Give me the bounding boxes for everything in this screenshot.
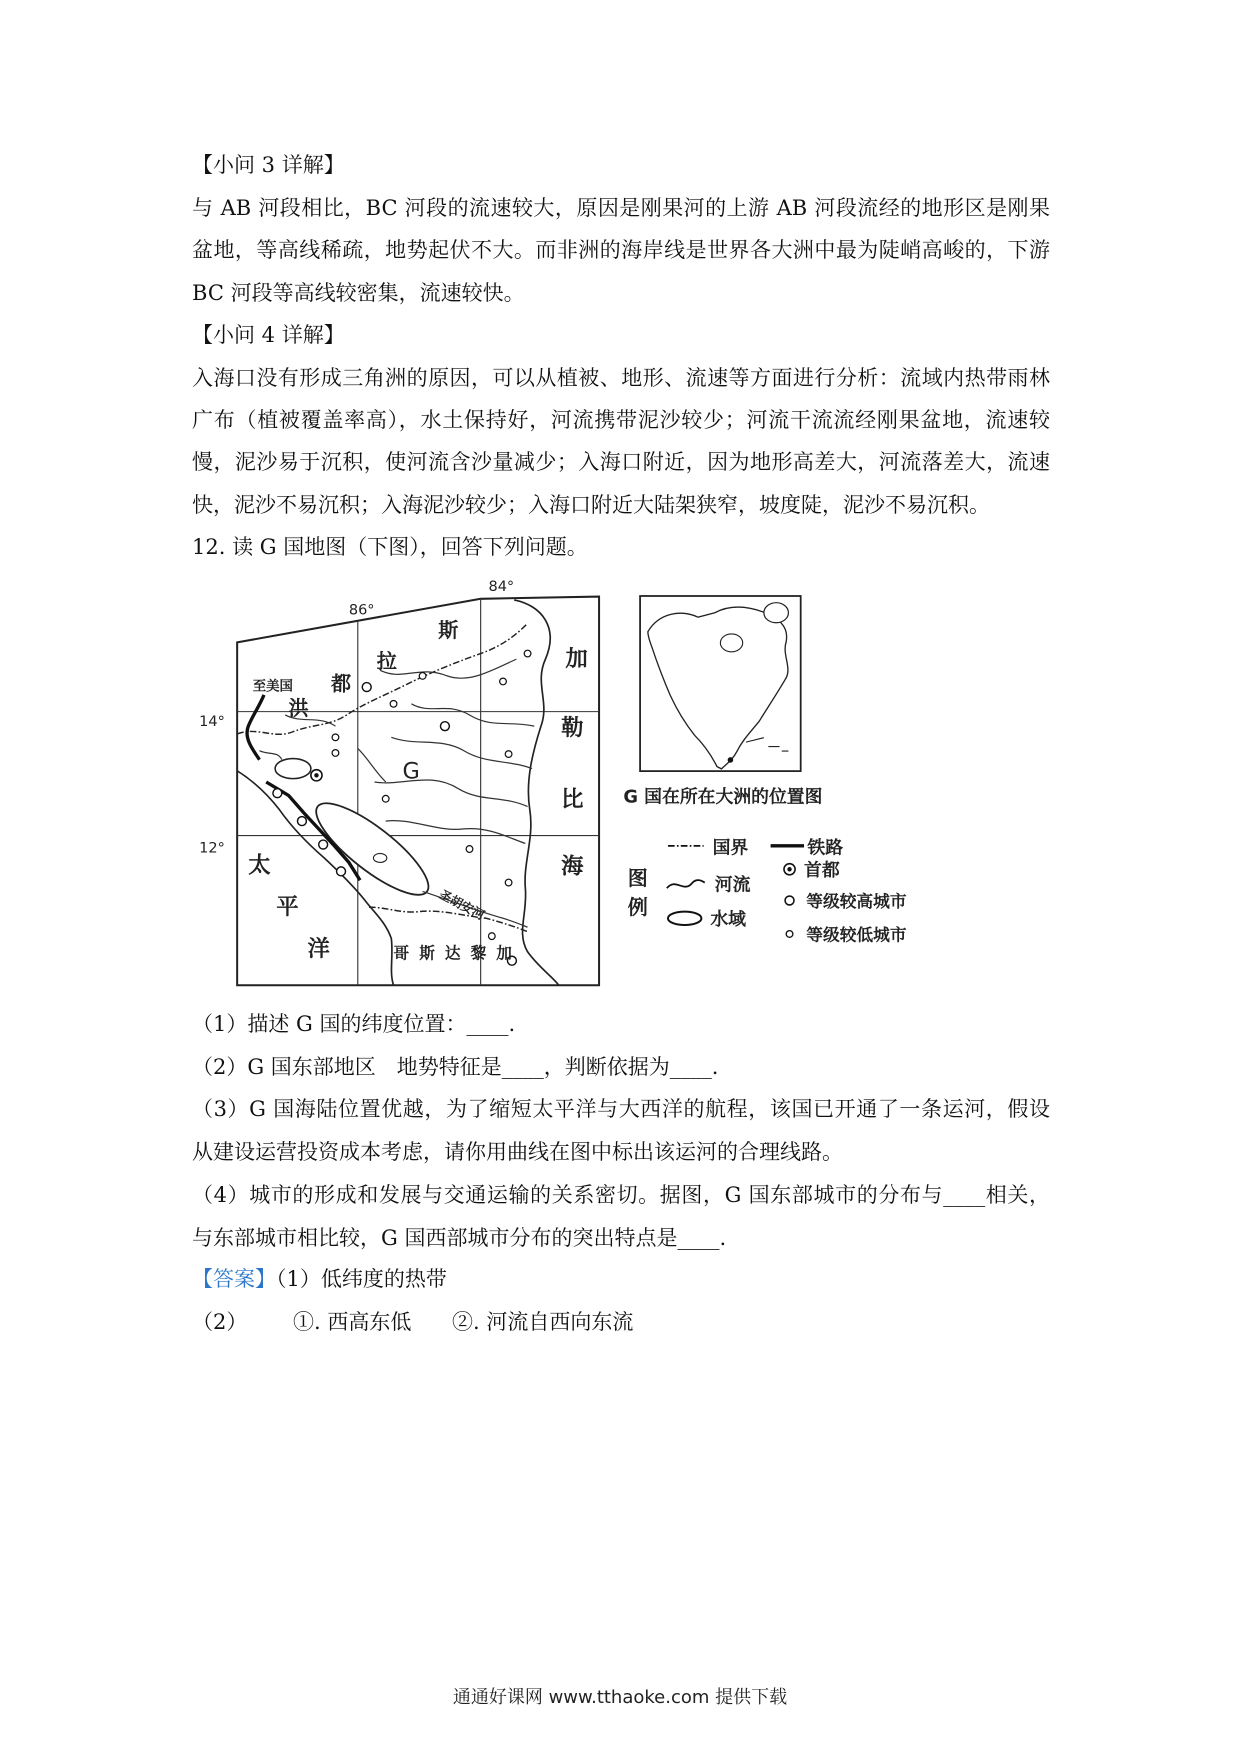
water-symbol	[668, 912, 701, 925]
parallel-12-label: 12°	[199, 840, 225, 857]
detail3-heading: 【小问 3 详解】	[192, 153, 345, 177]
honduras-label-char: 拉	[376, 649, 397, 674]
legend-city-low-label: 等级较低城市	[806, 924, 907, 945]
river	[380, 659, 516, 678]
g-country-location-marker	[728, 757, 734, 763]
country-g-label: G	[402, 758, 420, 785]
city-marker	[273, 789, 282, 798]
answer-line-2	[192, 1308, 1050, 1336]
question-item: （1）描述 G 国的纬度位置：____.	[192, 1012, 516, 1036]
lake-managua	[275, 759, 311, 779]
higher-city-symbol	[785, 896, 794, 905]
legend-capital-label: 首都	[804, 859, 840, 881]
caribbean-label-char: 海	[561, 853, 584, 880]
legend-railway-label: 铁路	[807, 837, 844, 859]
city-marker	[390, 700, 397, 707]
to-usa-label: 至美国	[252, 679, 293, 695]
river	[259, 751, 281, 760]
city-marker	[332, 734, 339, 741]
inset-caption: G 国在所在大洲的位置图	[623, 786, 823, 808]
legend-border-label: 国界	[712, 837, 749, 859]
greenland-outline	[764, 603, 789, 623]
honduras-label-char: 斯	[438, 617, 459, 642]
caribbean-label-char: 比	[561, 786, 584, 813]
lower-city-symbol	[786, 931, 793, 938]
caribbean-label-char: 加	[565, 645, 588, 672]
detail3-line: BC 河段等高线较密集，流速较快。	[192, 281, 525, 305]
city-marker	[505, 751, 512, 758]
city-marker	[524, 650, 531, 657]
city-marker	[297, 817, 306, 826]
city-marker	[382, 795, 389, 802]
answer-tag: 【答案】	[192, 1267, 276, 1291]
answer-part-a: ①. 西高东低	[293, 1310, 412, 1334]
question-item: 与东部城市相比较，G 国西部城市分布的突出特点是____.	[192, 1226, 727, 1250]
capital-symbol	[784, 864, 795, 875]
city-marker	[419, 673, 426, 680]
meridian-86-label: 86°	[348, 602, 375, 619]
caribbean-coastline	[514, 600, 559, 985]
page-footer: 通通好课网 www.tthaoke.com 提供下载	[452, 1687, 788, 1708]
question-item: （3）G 国海陆位置优越，为了缩短太平洋与大西洋的航程，该国已开通了一条运河，假设	[192, 1097, 1050, 1121]
river	[411, 704, 534, 726]
inset-and-legend	[620, 590, 939, 950]
answer-number: （2）	[192, 1310, 248, 1334]
river	[386, 821, 526, 844]
detail4-line: 入海口没有形成三角洲的原因，可以从植被、地形、流速等方面进行分析：流域内热带雨林	[192, 366, 1050, 390]
caribbean-label-char: 勒	[561, 715, 584, 742]
question-item: （2）G 国东部地区 地势特征是____，判断依据为____.	[192, 1055, 719, 1079]
pacific-label-char: 太	[248, 852, 271, 879]
river	[375, 780, 528, 807]
answer-part-b: ②. 河流自西向东流	[452, 1310, 634, 1334]
city-marker	[500, 678, 507, 685]
detail4-line: 慢，泥沙易于沉积，使河流含沙量减少；入海口附近，因为地形高差大，河流落差大，流速	[192, 450, 1050, 474]
higher-grade-cities	[273, 683, 517, 966]
honduras-label-char: 都	[330, 671, 352, 696]
pacific-label-char: 洋	[307, 936, 330, 963]
legend-title-char: 图	[627, 865, 648, 890]
pacific-label-char: 平	[276, 893, 299, 920]
city-marker	[505, 879, 512, 886]
detail4-heading: 【小问 4 详解】	[192, 323, 345, 347]
caribbean-islands	[746, 738, 788, 751]
detail3-line: 盆地，等高线稀疏，地势起伏不大。而非洲的海岸线是世界各大洲中最为陡峭高峻的，下游	[192, 238, 1050, 262]
city-marker	[488, 933, 495, 940]
hudson-bay-outline	[720, 634, 742, 652]
answer-line-1	[192, 1265, 1050, 1293]
legend-title-char: 例	[627, 894, 648, 919]
legend-city-high-label: 等级较高城市	[806, 891, 907, 912]
parallel-14-label: 14°	[199, 714, 225, 731]
legend-water-label: 水域	[710, 909, 747, 931]
question-stem: 12. 读 G 国地图（下图），回答下列问题。	[192, 535, 588, 559]
detail4-line: 广布（植被覆盖率高），水土保持好，河流携带泥沙较少；河流干流流经刚果盆地，流速较	[192, 408, 1050, 432]
city-marker	[440, 722, 449, 731]
river-symbol	[667, 880, 705, 888]
city-marker	[337, 867, 346, 876]
question-item: 从建设运营投资成本考虑，请你用曲线在图中标出该运河的合理线路。	[192, 1140, 843, 1164]
southern-border	[369, 907, 528, 932]
answer-text: （1）低纬度的热带	[276, 1267, 447, 1291]
map-frame	[237, 597, 599, 986]
city-marker	[362, 683, 371, 692]
capital-marker	[311, 770, 322, 781]
honduras-label-char: 洪	[288, 695, 309, 720]
detail4-line: 快，泥沙不易沉积；入海泥沙较少；入海口附近大陆架狭窄，坡度陡，泥沙不易沉积。	[192, 493, 990, 517]
river	[358, 748, 386, 782]
costa-rica-label: 哥斯达黎加	[393, 943, 522, 963]
city-marker	[332, 750, 339, 757]
detail3-line: 与 AB 河段相比，BC 河段的流速较大，原因是刚果河的上游 AB 河段流经的地形区是刚果	[192, 196, 1050, 220]
question-item: （4）城市的形成和发展与交通运输的关系密切。据图，G 国东部城市的分布与____相关，	[192, 1183, 1050, 1207]
city-marker	[319, 840, 328, 849]
g-country-map	[190, 572, 606, 992]
north-america-outline	[648, 607, 788, 769]
city-marker	[466, 846, 473, 853]
road-to-usa	[247, 695, 264, 760]
san-juan-river-label: 圣胡安河	[436, 887, 487, 923]
meridian-84-label: 84°	[488, 578, 515, 595]
legend-river-label: 河流	[714, 874, 751, 896]
